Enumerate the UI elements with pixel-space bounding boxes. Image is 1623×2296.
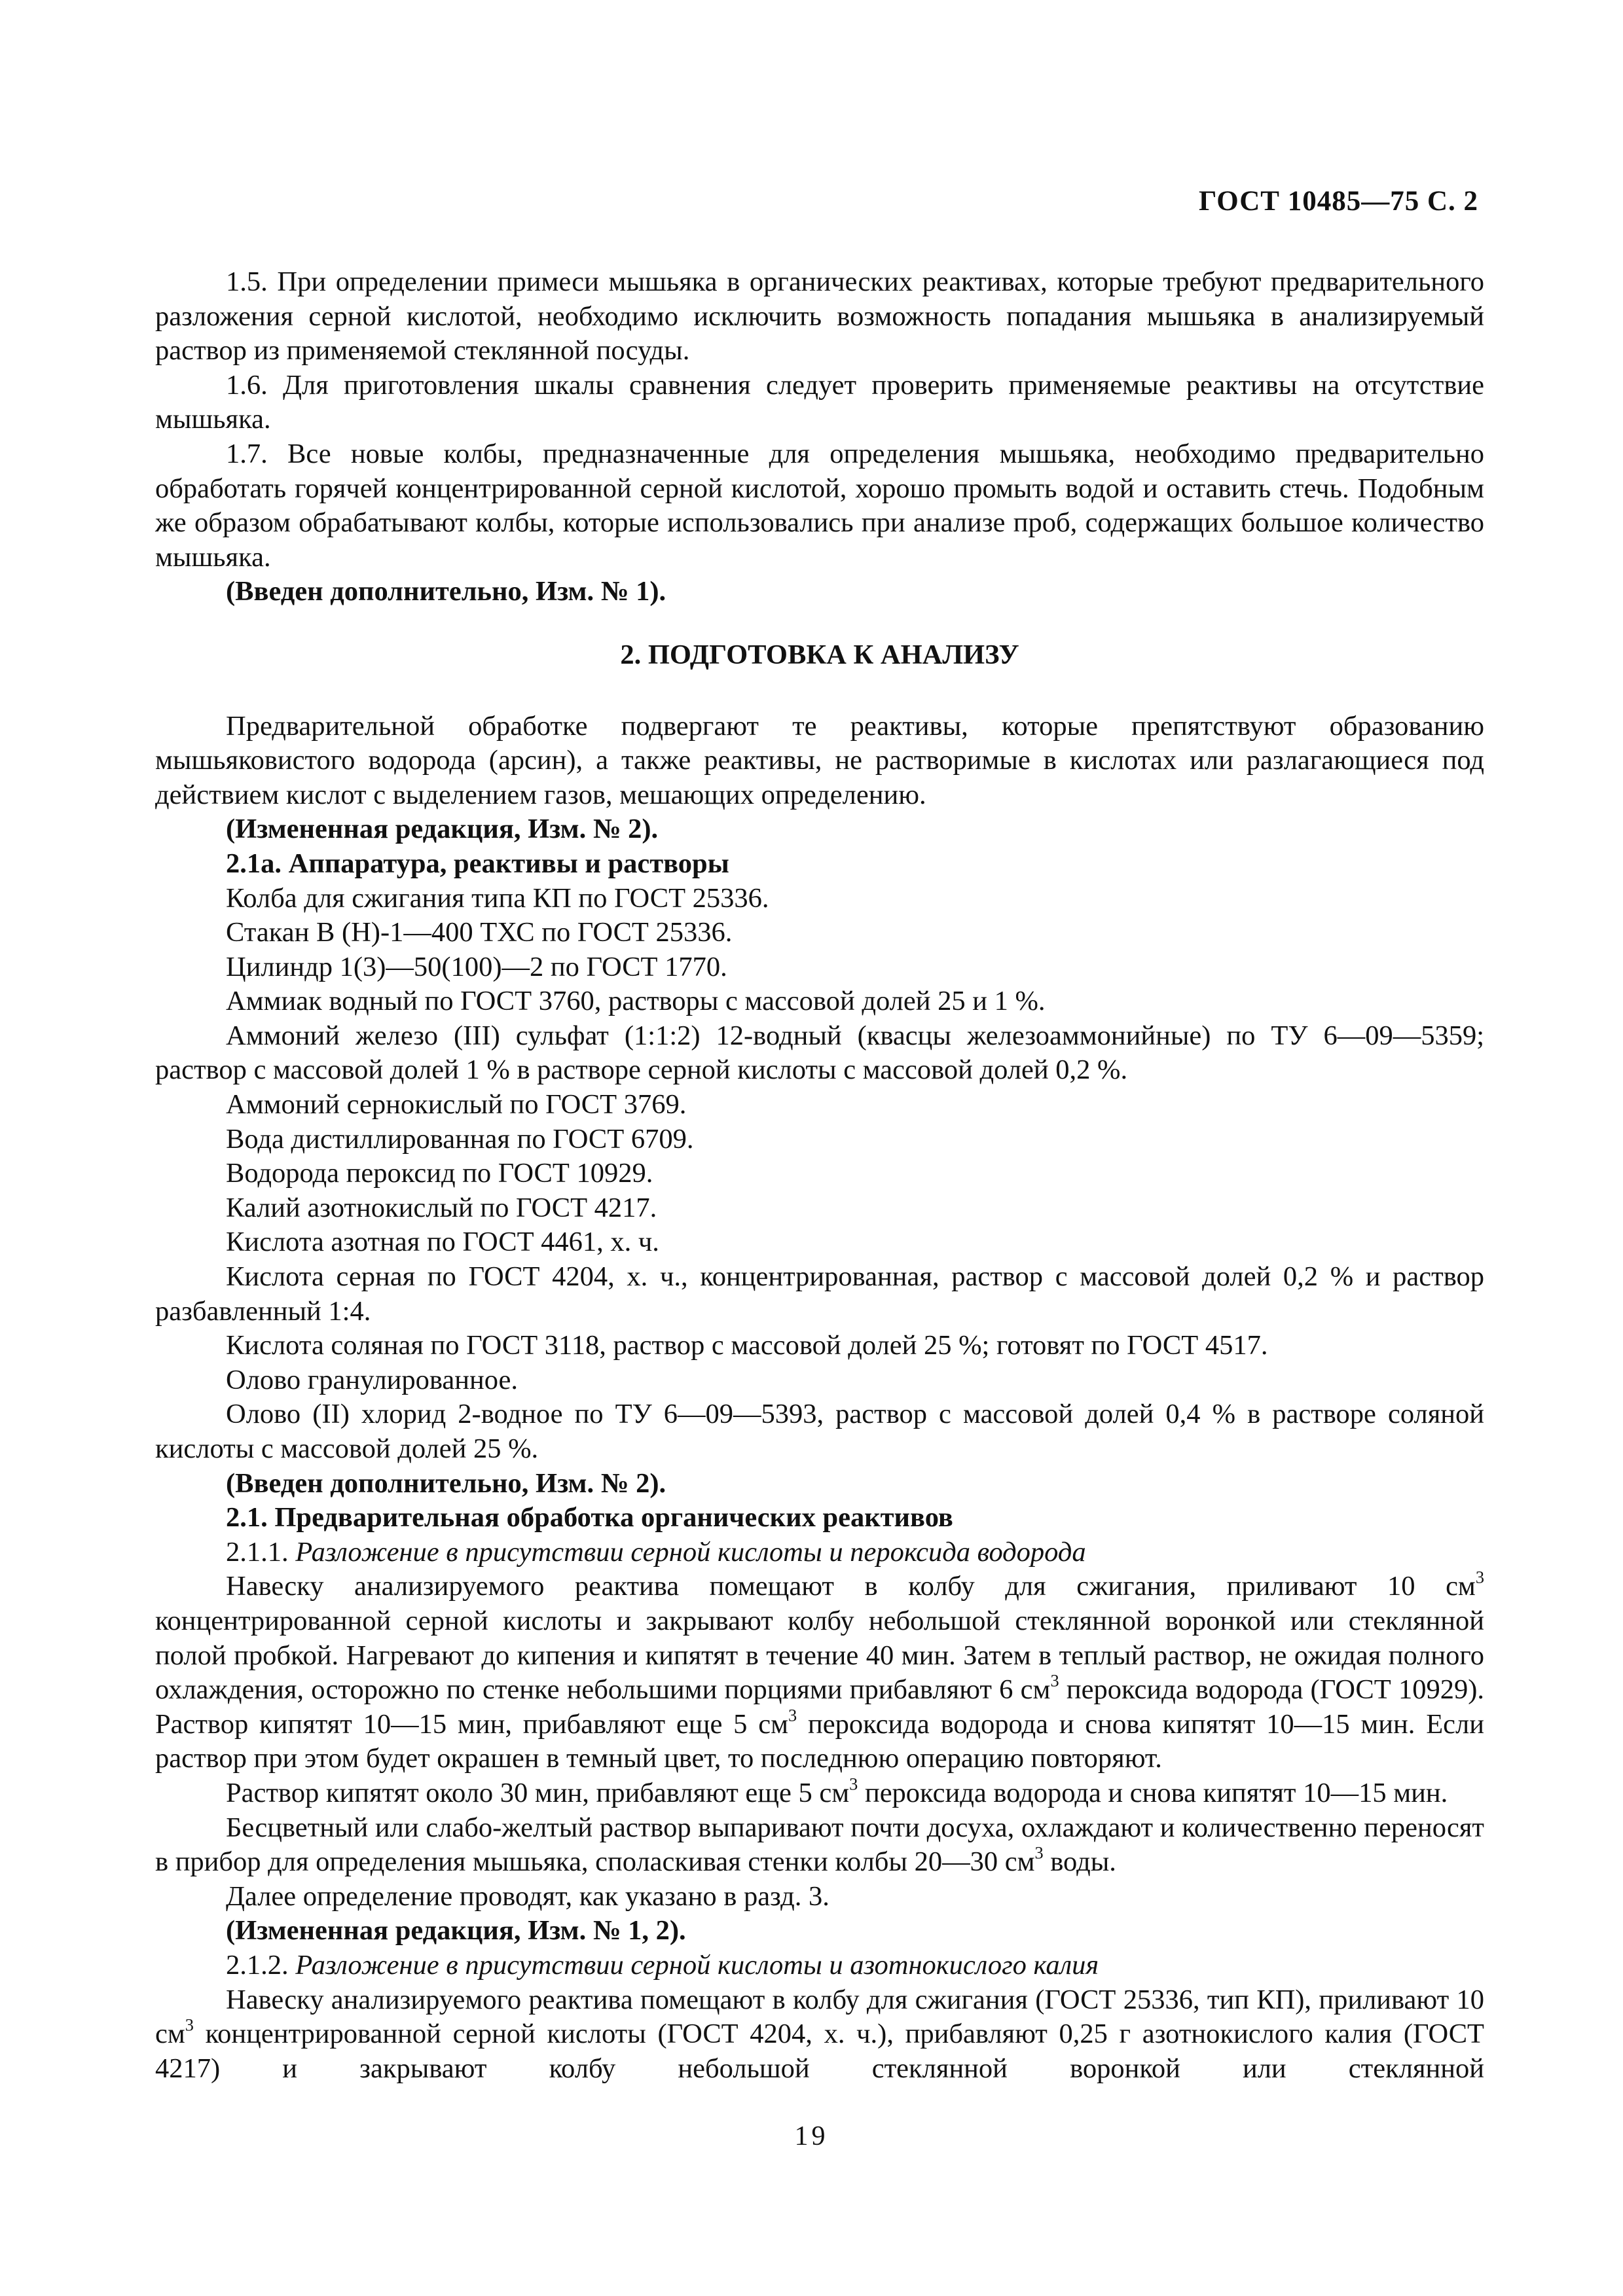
reagent-item: Кислота соляная по ГОСТ 3118, раствор с массовой долей 25 %; готовят по ГОСТ 4517.	[226, 1330, 1268, 1361]
reagent-item: Цилиндр 1(3)—50(100)—2 по ГОСТ 1770.	[226, 951, 727, 982]
reagent-item: Кислота азотная по ГОСТ 4461, х. ч.	[226, 1227, 659, 1258]
document-body	[155, 265, 1484, 2086]
reagent-item: Водорода пероксид по ГОСТ 10929.	[226, 1158, 653, 1189]
clause-number: 2.1.2.	[226, 1949, 289, 1981]
text-run: Бесцветный или слабо-желтый раствор выпаривают почти досуха, охлаждают и количественно переносят в прибор для определения мышьяка, споласкивая стенки колбы 20—30 см	[155, 1812, 1484, 1878]
reagent-item: Аммоний железо (III) сульфат (1:1:2) 12-водный (квасцы железоаммонийные) по ТУ 6—09—5359; раствор с массовой долей 1 % в растворе серной кислоты с массовой долей 0,2 %.	[155, 1020, 1484, 1086]
reagent-item: Олово (II) хлорид 2-водное по ТУ 6—09—5393, раствор с массовой долей 0,4 % в растворе соляной кислоты с массовой долей 25 %.	[155, 1399, 1484, 1464]
amendment-note: (Введен дополнительно, Изм. № 2).	[226, 1467, 666, 1499]
procedure-paragraph: Далее определение проводят, как указано в разд. 3.	[226, 1880, 830, 1912]
superscript: 3	[849, 1774, 858, 1794]
text-run: концентрированной серной кислоты и закрывают колбу небольшой стеклянной воронкой или стеклянной полой пробкой. Нагревают до кипения и кипятят в течение 40 мин. Затем в теплый раствор, не ожидая полного охлаждения, осторожно по стенке небольшими порциями прибавляют 6 см	[155, 1605, 1484, 1706]
procedure-paragraph	[155, 1570, 1484, 1776]
clause-title: Разложение в присутствии серной кислоты и пероксида водорода	[295, 1536, 1086, 1568]
clause-1-7: 1.7. Все новые колбы, предназначенные для определения мышьяка, необходимо предварительно обработать горячей концентрированной серной кислотой, хорошо промыть водой и оставить стечь. Подобным же образом обрабатывают колбы, которые использовались при анализе проб, содержащих большое количество мышьяка.	[155, 438, 1484, 573]
amendment-note: (Измененная редакция, Изм. № 2).	[226, 814, 659, 845]
superscript: 3	[185, 2015, 194, 2035]
subsection-heading: 2.1. Предварительная обработка органических реактивов	[226, 1502, 953, 1534]
clause-1-6: 1.6. Для приготовления шкалы сравнения следует проверить применяемые реактивы на отсутствие мышьяка.	[155, 369, 1484, 435]
text-run: пероксида водорода (ГОСТ 10929). Раствор кипятят 10—15 мин, прибавляют еще 5 см	[155, 1674, 1484, 1740]
superscript: 3	[1475, 1568, 1484, 1587]
reagent-item: Аммиак водный по ГОСТ 3760, растворы с массовой долей 25 и 1 %.	[226, 986, 1046, 1017]
text-run: Раствор кипятят около 30 мин, прибавляют еще 5 см	[226, 1777, 850, 1808]
superscript: 3	[788, 1706, 797, 1725]
superscript: 3	[1050, 1671, 1059, 1691]
text-run: пероксида водорода и снова кипятят 10—15 мин. Если раствор при этом будет окрашен в темный цвет, то последнюю операцию повторяют.	[155, 1708, 1484, 1774]
amendment-note: (Измененная редакция, Изм. № 1, 2).	[226, 1915, 686, 1946]
clause-number: 2.1.1.	[226, 1536, 289, 1568]
reagent-item: Кислота серная по ГОСТ 4204, х. ч., концентрированная, раствор с массовой долей 0,2 % и раствор разбавленный 1:4.	[155, 1261, 1484, 1327]
text-run: Навеску анализируемого реактива помещают в колбу для сжигания (ГОСТ 25336, тип КП), приливают 10 см	[155, 1984, 1484, 2050]
text-run: Навеску анализируемого реактива помещают в колбу для сжигания, приливают 10 см	[226, 1571, 1476, 1602]
reagent-item: Вода дистиллированная по ГОСТ 6709.	[226, 1123, 694, 1155]
reagent-item: Олово гранулированное.	[226, 1364, 519, 1395]
section-intro: Предварительной обработке подвергают те реактивы, которые препятствуют образованию мышьяковистого водорода (арсин), а также реактивы, не растворимые в кислотах или разлагающиеся под действием кислот с выделением газов, мешающих определению.	[155, 710, 1484, 810]
superscript: 3	[1034, 1843, 1044, 1863]
text-run: концентрированной серной кислоты (ГОСТ 4204, х. ч.), прибавляют 0,25 г азотнокислого калия (ГОСТ 4217) и закрывают колбу небольшой стеклянной воронкой или стеклянной	[155, 2018, 1484, 2084]
clause-title: Разложение в присутствии серной кислоты и азотнокислого калия	[295, 1949, 1099, 1981]
text-run: воды.	[1043, 1846, 1116, 1878]
document-header: ГОСТ 10485—75 С. 2	[1198, 186, 1478, 217]
reagent-item: Стакан В (Н)-1—400 ТХС по ГОСТ 25336.	[226, 917, 733, 948]
reagent-item: Колба для сжигания типа КП по ГОСТ 25336.	[226, 882, 769, 914]
procedure-paragraph	[155, 1983, 1484, 2087]
subsection-heading: 2.1а. Аппаратура, реактивы и растворы	[226, 848, 729, 879]
section-title: 2. ПОДГОТОВКА К АНАЛИЗУ	[620, 639, 1019, 670]
reagent-item: Аммоний сернокислый по ГОСТ 3769.	[226, 1089, 687, 1121]
amendment-note: (Введен дополнительно, Изм. № 1).	[226, 576, 666, 607]
page-number: 19	[794, 2121, 829, 2151]
procedure-paragraph	[155, 1776, 1484, 1811]
clause-2-1-2-heading	[155, 1948, 1484, 1983]
procedure-paragraph	[155, 1811, 1484, 1880]
clause-2-1-1-heading	[155, 1535, 1484, 1570]
clause-1-5: 1.5. При определении примеси мышьяка в органических реактивах, которые требуют предварительного разложения серной кислотой, необходимо исключить возможность попадания мышьяка в анализируемый раствор из применяемой стеклянной посуды.	[155, 266, 1484, 367]
text-run: пероксида водорода и снова кипятят 10—15 мин.	[858, 1777, 1448, 1808]
reagent-item: Калий азотнокислый по ГОСТ 4217.	[226, 1192, 657, 1223]
